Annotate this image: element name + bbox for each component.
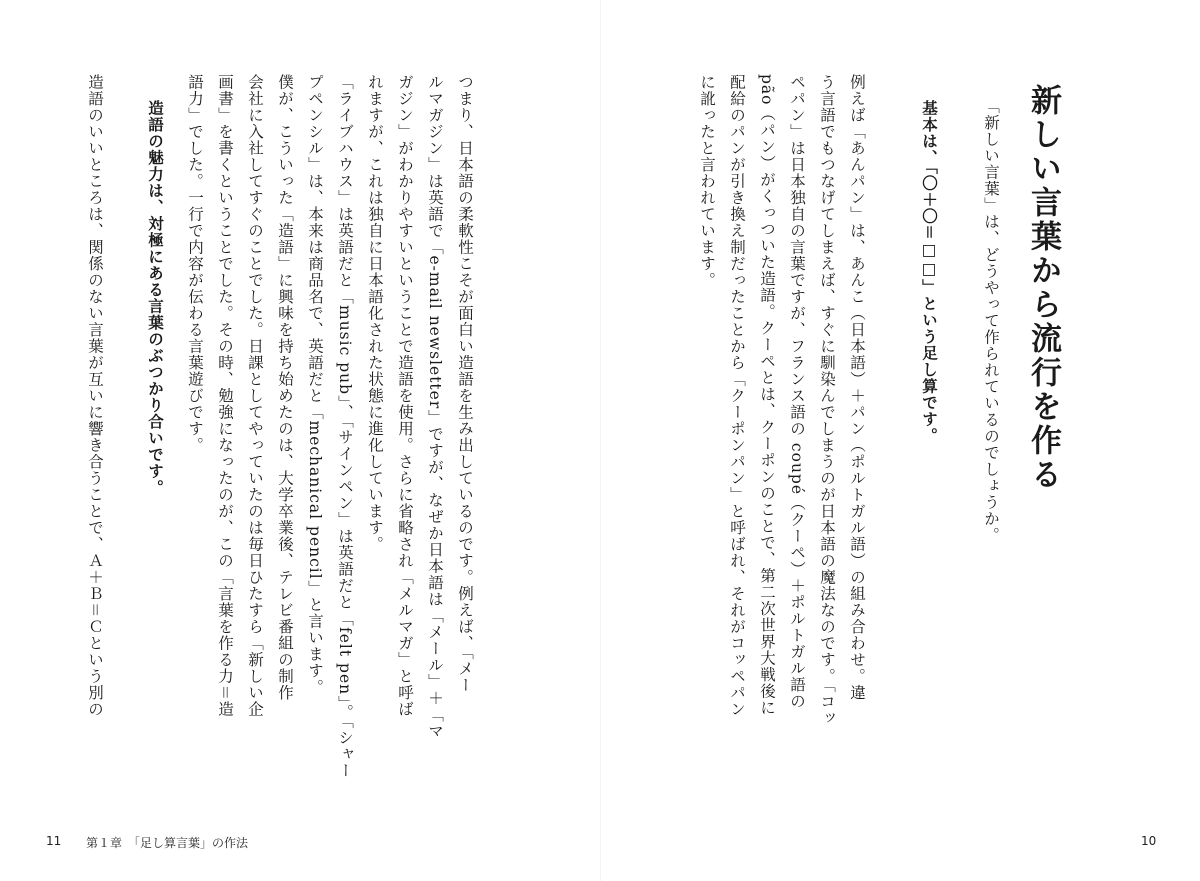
page-number-left: 11 [46,834,62,848]
left-section-heading: 造語の魅力は、対極にある言葉のぶつかり合いです。 [146,100,164,496]
left-paragraph-2: 造語のいいところは、関係のない言葉が互いに響き合うことで、Ａ＋Ｂ＝Ｃという別の [86,74,104,718]
page-number-right: 10 [1141,834,1157,848]
lead-text: 「新しい言葉」は、どうやって作られているのでしょうか。 [982,98,1000,544]
right-page [601,0,1200,881]
right-paragraph: 例えば「あんパン」は、あんこ（日本語）＋パン（ポルトガル語）の組み合わせ。違 う言語でもつなげてしまえば、すぐに馴染んでしまうのが日本語の魔法なのです。「コッ ペパン」は日本独自の言葉ですが、フランス語の coupé（クーペ）＋ポルトガル語の pão（パン）がくっついた造語。クーペとは、クーポンのことで、第二次世界大戦後に 配給のパンが引き換え制だったことから「クーポンパン」と呼ばれ、それがコッペパン に訛ったと言われています。 [698,74,866,727]
right-section-heading: 基本は、「〇＋〇＝□□」という足し算です。 [920,100,938,444]
left-paragraph-1: つまり、日本語の柔軟性こそが面白い造語を生み出しているのです。例えば、「メー ルマガジン」は英語で「e-mail newsletter」ですが、なぜか日本語は「メール」＋「マ ガジン」がわかりやすいということで造語を使用。さらに省略され「メルマガ」と呼ば れますが、これは独自に日本語化された状態に進化しています。 「ライブハウス」は英語だと「music pub」、「サインペン」は英語だと「felt pen」。「シャー プペンシル」は、本来は商品名で、英語だと「mechanical pencil」と言います。 僕が、こういった「造語」に興味を持ち始めたのは、大学卒業後、テレビ番組の制作 会社に入社してすぐのことでした。日課としてやっていたのは毎日ひたすら「新しい企 画書」を書くということでした。その時、勉強になったのが、この「言葉を作る力＝造 語力」でした。一行で内容が伝わる言葉遊びです。 [186,74,474,779]
running-head: 第１章 「足し算言葉」の作法 [86,836,249,850]
chapter-section-title: 新しい言葉から流行を作る [1025,84,1061,492]
